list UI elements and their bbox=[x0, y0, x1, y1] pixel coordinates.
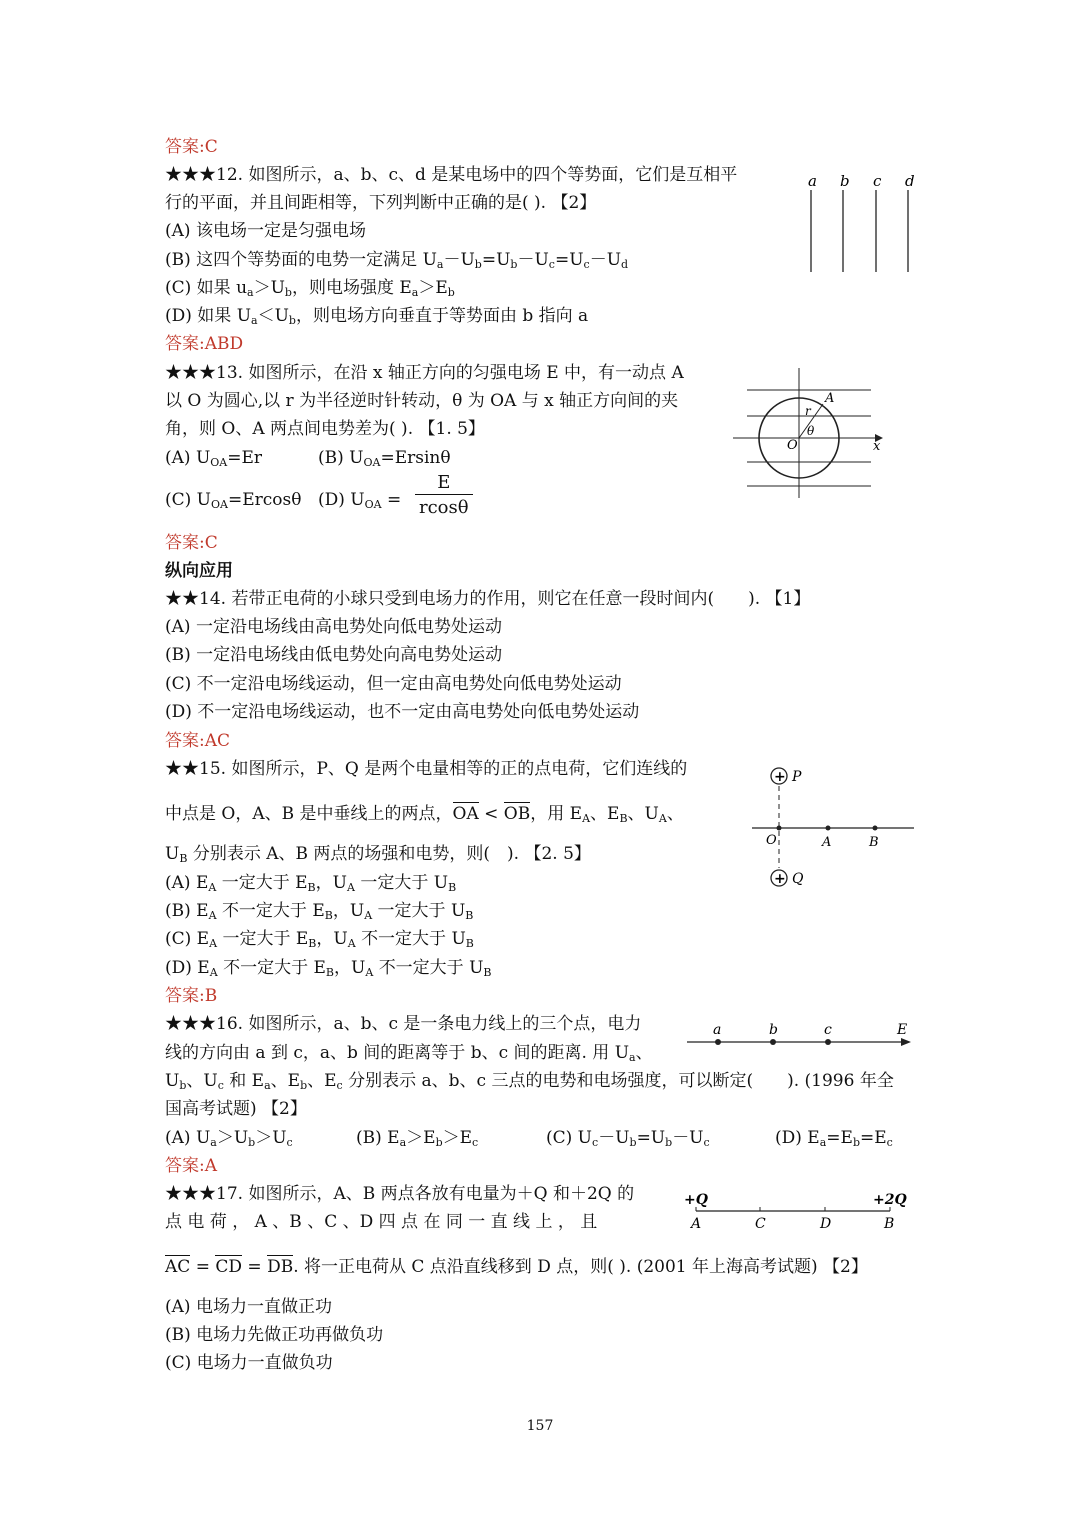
q14-option-d: (D) 不一定沿电场线运动，也不一定由高电势处向低电势处运动 bbox=[165, 702, 640, 722]
q12-option-c: (C) 如果 $u_a>U_b$，则电场强度 $E_a>E_b$ bbox=[165, 278, 455, 299]
field-line-figure bbox=[683, 1015, 913, 1055]
fig17-right-charge: +2Q bbox=[873, 1192, 907, 1208]
q12-line1: ★★★12. 如图所示，a、b、c、d 是某电场中的四个等势面，它们是互相平 bbox=[165, 165, 738, 185]
q17-line1: ★★★17. 如图所示，A、B 两点各放有电量为＋Q 和＋2Q 的 bbox=[165, 1184, 635, 1204]
q16-option-a: (A) $U_a>U_b>U_c$ bbox=[165, 1128, 293, 1149]
q15-option-d: (D) $E_A$ 不一定大于 $E_B$，$U_A$ 不一定大于 $U_B$ bbox=[165, 958, 492, 979]
q14-option-b: (B) 一定沿电场线由低电势处向高电势处运动 bbox=[165, 645, 503, 665]
fig13-label-O: O bbox=[787, 438, 798, 453]
fig16-label-E: E bbox=[897, 1022, 908, 1038]
fig12-label-c: c bbox=[873, 172, 882, 190]
q16-option-d: (D) $E_a=E_b=E_c$ bbox=[775, 1128, 893, 1149]
q13-line2: 以 O 为圆心,以 r 为半径逆时针转动，θ 为 OA 与 x 轴正方向间的夹 bbox=[165, 391, 679, 411]
fig12-label-d: d bbox=[905, 172, 915, 190]
answer-14: 答案:AC bbox=[165, 731, 231, 751]
q13-fraction bbox=[415, 472, 473, 519]
q15-line1: ★★15. 如图所示，P、Q 是两个电量相等的正的点电荷，它们连线的 bbox=[165, 759, 688, 779]
q13-option-d: (D) $U_{OA}$ = bbox=[318, 490, 402, 511]
fig16-label-a: a bbox=[713, 1022, 722, 1038]
fig17-label-C: C bbox=[755, 1216, 766, 1232]
two-charges-figure bbox=[752, 762, 917, 892]
q16-option-c: (C) $U_c-U_b=U_b-U_c$ bbox=[546, 1128, 710, 1149]
fig15-label-A: A bbox=[822, 835, 832, 850]
q15-option-c: (C) $E_A$ 一定大于 $E_B$，$U_A$ 不一定大于 $U_B$ bbox=[165, 929, 474, 950]
q15-line2: 中点是 O，A、B 是中垂线上的两点，OA < OB，用 $E_A$、$E_B$、$U_A$、 bbox=[165, 804, 684, 825]
fig15-label-Q: Q bbox=[792, 871, 804, 887]
q12-option-a: (A) 该电场一定是匀强电场 bbox=[165, 221, 366, 241]
q13-option-a: (A) $U_{OA}=Er$ bbox=[165, 448, 263, 469]
q12-option-b: (B) 这四个等势面的电势一定满足 $U_a-U_b=U_b-U_c=U_c-U_d$ bbox=[165, 250, 629, 271]
answer-12: 答案:ABD bbox=[165, 334, 244, 354]
q13-option-b: (B) $U_{OA}=Ersin\theta$ bbox=[318, 448, 451, 469]
fig16-label-c: c bbox=[824, 1022, 832, 1038]
q13-fraction-numerator: E bbox=[437, 472, 451, 493]
q17-line2: 点 电 荷 ， A 、B 、C 、D 四 点 在 同 一 直 线 上 ， 且 bbox=[165, 1212, 598, 1232]
q14-option-c: (C) 不一定沿电场线运动，但一定由高电势处向低电势处运动 bbox=[165, 674, 622, 694]
fig15-label-P: P bbox=[792, 769, 802, 785]
fig13-label-theta: θ bbox=[807, 424, 815, 438]
fig17-label-D: D bbox=[820, 1216, 832, 1232]
q12-line2: 行的平面，并且间距相等，下列判断中正确的是( ). 【2】 bbox=[165, 193, 597, 213]
uniform-field-circle-figure bbox=[733, 360, 883, 502]
answer-15: 答案:B bbox=[165, 986, 218, 1006]
q16-option-b: (B) $E_a>E_b>E_c$ bbox=[356, 1128, 479, 1149]
q16-line3: $U_b$、$U_c$ 和 $E_a$、$E_b$、$E_c$ 分别表示 a、b、c 三点的电势和电场强度，可以断定( ). (1996 年全 bbox=[165, 1071, 894, 1092]
q16-line2: 线的方向由 a 到 c，a、b 间的距离等于 b、c 间的距离. 用 $U_a$、 bbox=[165, 1043, 653, 1064]
q14-option-a: (A) 一定沿电场线由高电势处向低电势处运动 bbox=[165, 617, 502, 637]
fig12-label-b: b bbox=[840, 172, 850, 190]
q17-option-a: (A) 电场力一直做正功 bbox=[165, 1297, 332, 1317]
q16-line4: 国高考试题) 【2】 bbox=[165, 1099, 307, 1119]
q17-option-b: (B) 电场力先做正功再做负功 bbox=[165, 1325, 384, 1345]
q17-option-c: (C) 电场力一直做负功 bbox=[165, 1353, 333, 1373]
q13-fraction-denominator: rcosθ bbox=[415, 494, 473, 519]
section-title: 纵向应用 bbox=[165, 561, 233, 581]
q13-line3: 角，则 O、A 两点间电势差为( ). 【1. 5】 bbox=[165, 419, 485, 439]
fig13-label-r: r bbox=[805, 404, 811, 418]
fig17-label-A: A bbox=[691, 1216, 702, 1232]
q15-option-b: (B) $E_A$ 不一定大于 $E_B$，$U_A$ 一定大于 $U_B$ bbox=[165, 901, 474, 922]
page-number: 157 bbox=[526, 1418, 554, 1434]
q14-line1: ★★14. 若带正电荷的小球只受到电场力的作用，则它在任意一段时间内( ). 【1】 bbox=[165, 589, 811, 609]
answer-16: 答案:A bbox=[165, 1156, 218, 1176]
fig17-label-B: B bbox=[884, 1216, 895, 1232]
fig15-plus-Q: + bbox=[774, 871, 786, 887]
equipotential-planes-figure bbox=[800, 168, 925, 278]
answer-11: 答案:C bbox=[165, 137, 218, 157]
q13-line1: ★★★13. 如图所示，在沿 x 轴正方向的匀强电场 E 中，有一动点 A bbox=[165, 363, 684, 383]
answer-13: 答案:C bbox=[165, 533, 218, 553]
fig15-plus-P: + bbox=[774, 769, 786, 785]
q12-option-d: (D) 如果 $U_a<U_b$，则电场方向垂直于等势面由 b 指向 a bbox=[165, 306, 589, 327]
charges-on-line-figure bbox=[684, 1187, 914, 1232]
fig13-label-x: x bbox=[873, 439, 881, 454]
fig16-label-b: b bbox=[769, 1022, 778, 1038]
fig13-label-A: A bbox=[825, 391, 835, 406]
fig15-label-O: O bbox=[766, 833, 777, 848]
q17-line3: AC = CD = DB. 将一正电荷从 C 点沿直线移到 D 点，则( ). (2001 年上海高考试题) 【2】 bbox=[165, 1257, 868, 1277]
q13-option-c: (C) $U_{OA}=Ercos\theta$ bbox=[165, 490, 302, 511]
fig12-label-a: a bbox=[808, 172, 817, 190]
q16-line1: ★★★16. 如图所示，a、b、c 是一条电力线上的三个点，电力 bbox=[165, 1014, 642, 1034]
fig15-label-B: B bbox=[869, 835, 879, 850]
fig17-left-charge: +Q bbox=[684, 1192, 708, 1208]
q15-line3: $U_B$ 分别表示 A、B 两点的场强和电势，则( ). 【2. 5】 bbox=[165, 844, 591, 865]
q15-option-a: (A) $E_A$ 一定大于 $E_B$，$U_A$ 一定大于 $U_B$ bbox=[165, 873, 457, 894]
